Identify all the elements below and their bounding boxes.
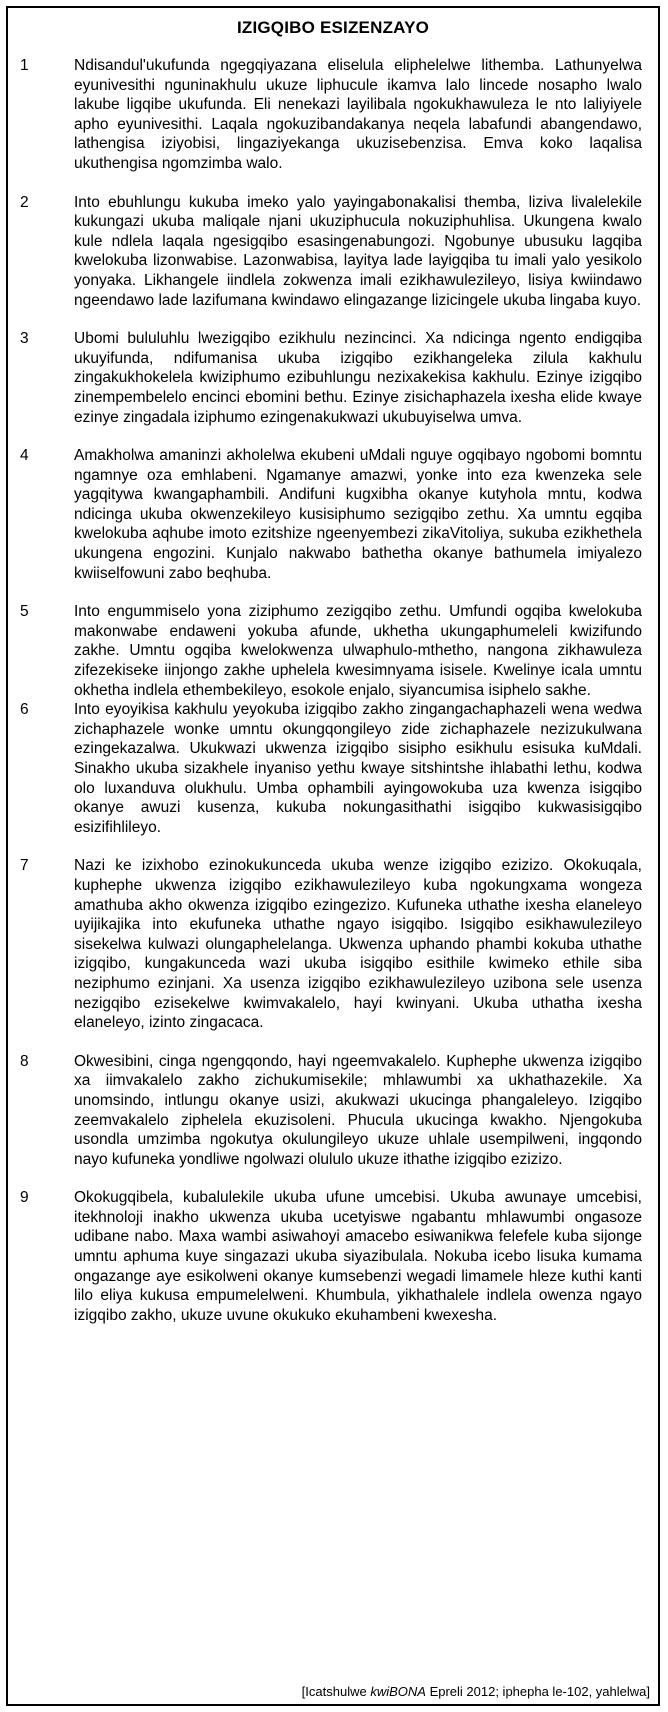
paragraph-number: 6	[20, 701, 29, 719]
paragraph-number: 4	[20, 447, 29, 465]
paragraph-5	[8, 602, 658, 700]
paragraph-text: Okokugqibela, kubalulekile ukuba ufune umcebisi. Ukuba awunaye umcebisi, itekhnoloji inakho ukwenza ukuba ucetyiswe ngabantu mhlawumbi ongasoze udibane nabo. Maxa wambi asiwahoyi amacebo esiwanikwa felefele kuba sijonge umntu aphuma kuye singazazi ukuba siyazibulala. Nokuba icebo lisuka kumama ongazange aye esikolweni okanye kumsebenzi wegadi limamele hleze kuthi kanti lilo eliya kukusa empumelelweni. Khumbula, yikhathalele indlela owenza ngayo izigqibo zakho, ukuze uvune okukuko ekuhambeni kwexesha.	[74, 1189, 642, 1324]
source-suffix: Epreli 2012; iphepha le-102, yahlelwa]	[425, 1684, 650, 1699]
paragraph-number: 1	[20, 57, 29, 74]
source-italic: kwiBONA	[370, 1684, 426, 1699]
document-frame	[6, 6, 660, 1706]
paragraph-1	[8, 56, 658, 174]
paragraph-text: Okwesibini, cinga ngengqondo, hayi ngeemvakalelo. Kuphephe ukwenza izigqibo xa iimvakalelo zakho zichukumisekile; mhlawumbi xa ukhathazekile. Xa unomsindo, intlungu okanye usizi, akukwazi ukucinga phangaleleyo. Izigqibo zeemvakalelo ziphelela ekuzisoleni. Phucula ukucinga kwakho. Njengokuba usondla umzimba ngokutya okulungileyo ukuze uhlale usempilweni, ingqondo nayo kufuneka yondliwe ngolwazi olululo ukuze ithathe izigqibo ezizizo.	[74, 1052, 642, 1168]
paragraph-9	[8, 1188, 658, 1325]
paragraph-text: Ndisandul'ukufunda ngegqiyazana eliselula eliphelelwe lithemba. Lathunyelwa eyunivesithi nguninakhulu ukuze liphucule ikamva lalo lincede nosapho lwalo lakube ligqibe ukufunda. Eli nenekazi layilibala ngokukhawuleza le nto laliyiyele apho eyunivesithi. Laqala ngokuzibandakanya neqela labafundi abangendawo, lathengisa iziyobisi, lingaziyekanga ukuzisebenzisa. Emva koko laqalisa ukuthengisa ngomzimba walo.	[74, 57, 642, 172]
paragraph-number: 3	[20, 330, 29, 348]
paragraph-number: 5	[20, 603, 29, 621]
paragraph-7	[8, 856, 658, 1032]
paragraph-8	[8, 1052, 658, 1170]
paragraph-text: Amakholwa amaninzi akholelwa ekubeni uMdali nguye ogqibayo ngobomi bomntu ngamnye oza emhlabeni. Ngamanye amazwi, yonke into eza kwenzeka sele yagqitywa kwangaphambili. Andifuni kugxibha okanye kutyhola mntu, kodwa ndicinga ukuba okwenzekileyo kusisiphumo sezigqibo zethu. Xa umntu egqiba kwelokuba aqhube imoto ezitshize ngeenyembezi zikaVitoliya, sukuba ezikhethela ukungena engozini. Kunjalo nakwabo bathetha okanye bathumela imiyalezo kwiiselfowuni zabo beqhuba.	[74, 447, 642, 582]
paragraph-text: Ubomi bululuhlu lwezigqibo ezikhulu nezincinci. Xa ndicinga ngento endigqiba ukuyifunda, ndifumanisa ukuba izigqibo ezikhangeleka zilula kakhulu zingakukhokelela kwiziphumo ezibuhlungu nezixakekisa kakhulu. Ezinye izigqibo zinempembelelo encinci ebomini bethu. Ezinye zisichaphazela ixesha elide kwaye ezinye zingadala iziphumo ezingenakukwazi ukubuyiselwa umva.	[74, 330, 642, 426]
paragraph-6	[8, 700, 658, 837]
paragraph-text: Into ebuhlungu kukuba imeko yalo yayingabonakalisi themba, liziva livalelekile kukungazi ukuba maliqale njani ukuziphucula nokuziphuhlisa. Ukungena kwalo kule ndlela laqala ngesigqibo esasingenabungozi. Ngobunye ubusuku lagqiba kwelokuba lizonwabise. Lazonwabisa, layitya lade layigqiba tu imali yalo yesikolo yonyaka. Likhangele iindlela zokwenza imali ezikhawulezileyo, lisiya kwiindawo ngeendawo lade lazifumana kwindawo elingazange lizicingele ukuba lingaba kuyo.	[74, 193, 642, 309]
paragraph-text: Nazi ke izixhobo ezinokukunceda ukuba wenze izigqibo ezizizo. Okokuqala, kuphephe ukwenza izigqibo ezikhawulezileyo kuba ngokungxama wongeza amathuba akho okwenza izigqibo ezingezizo. Kufuneka uthathe ixesha elaneleyo uyijikajika into ekufuneka uthathe ngayo isigqibo. Isigqibo esikhawulezileyo sisekelwa kulwazi olungaphelelanga. Ukwenza uphando phambi kokuba uthathe izigqibo, kungakunceda wazi ukuba isigqibo esithile kwimeko ethile siba neziphumo ezinjani. Xa usenza izigqibo ezikhawulezileyo uzibona sele usenza nezigqibo ezisekelwe kwimvakalelo, hayi kwinyani. Ukuba uthatha ixesha elaneleyo, izinto zingacaca.	[74, 857, 642, 1032]
source-citation	[302, 1684, 650, 1700]
paragraph-2	[8, 193, 658, 311]
paragraph-number: 2	[20, 193, 29, 211]
paragraph-text: Into eyoyikisa kakhulu yeyokuba izigqibo zakho zingangachaphazeli wena wedwa zichaphazele wonke umntu okungqongileyo zide zichaphazele nezizukulwana ezingekazalwa. Ukukwazi ukwenza izigqibo sisipho esikhulu esisuka kuMdali. Sinakho ukuba sizakhele inyaniso yethu kwaye sitshintshe ihlabathi lethu, kodwa olo luxanduva olukhulu. Umba ophambili ayingowokuba uza kwenza isigqibo okanye awuzi kusenza, kukuba nokungasithathi isigqibo kukwasisigqibo esizifihlileyo.	[74, 701, 642, 836]
source-prefix: [Icatshulwe	[301, 1684, 371, 1699]
paragraph-number: 9	[20, 1189, 29, 1207]
paragraph-3	[8, 329, 658, 427]
document-title: IZIGQIBO ESIZENZAYO	[236, 18, 430, 37]
paragraph-number: 8	[20, 1052, 29, 1070]
paragraph-number: 7	[20, 857, 29, 875]
paragraph-4	[8, 446, 658, 583]
paragraph-text: Into engummiselo yona ziziphumo zezigqibo zethu. Umfundi ogqiba kwelokuba makonwabe endaweni yokuba afunde, ukhetha ukungaphumeleli kwizifundo zakhe. Umntu ogqiba kwelokwenza ulwaphulo-mthetho, nangona zikhawuleza zifezekiseke iinjongo zakhe uphelela kwesimnyama isisele. Kwelinye icala umntu okhetha indlela ethembekileyo, esokole enjalo, siyancumisa isiphelo sakhe.	[74, 603, 642, 699]
